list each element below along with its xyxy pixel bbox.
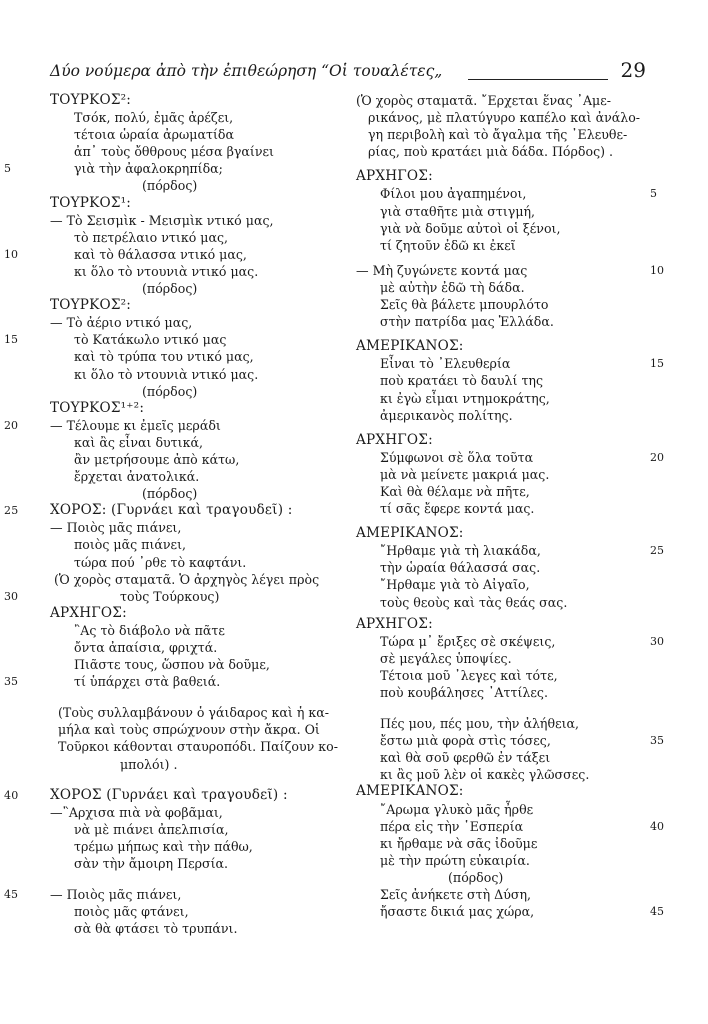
line-text: κι ὅλο τὸ ντουνιὰ ντικό μας.	[74, 263, 259, 279]
line-text: ὄντα ἀπαίσια, φριχτά.	[74, 640, 218, 655]
line-text: ΑΡΧΗΓΟΣ:	[356, 615, 433, 632]
verse-line	[4, 886, 340, 903]
verse-line	[50, 639, 340, 656]
verse-line	[356, 203, 652, 220]
verse-line	[356, 449, 664, 466]
speaker-line	[356, 783, 652, 800]
line-text: ποιὸς μᾶς φτάνει,	[74, 904, 189, 920]
line-text: μὲ αὐτὴν ἐδῶ τὴ δάδα.	[380, 279, 525, 295]
line-text: καὶ τὸ τρύπα του ντικό μας,	[74, 349, 254, 365]
line-text: — Τέλουμε κι ἐμεῖς μεράδι	[50, 417, 221, 433]
verse-line	[356, 313, 652, 330]
line-number: 15	[650, 357, 664, 371]
line-text: Εἶναι τὸ ᾽Ελευθερία	[380, 356, 511, 372]
line-text: — Μὴ ζυγώνετε κοντά μας	[356, 262, 528, 278]
line-text: ΑΜΕΡΙΚΑΝΟΣ:	[356, 525, 464, 542]
verse-line	[50, 838, 340, 855]
line-text: Σύμφωνοι σὲ ὅλα τοῦτα	[380, 449, 534, 465]
verse-line	[356, 220, 652, 237]
verse-line	[356, 407, 652, 424]
line-text: μὲ τὴν πρώτη εὐκαιρία.	[380, 852, 530, 868]
verse-line	[50, 804, 340, 821]
line-text: ἔστω μιὰ φορὰ στὶς τόσες,	[380, 733, 551, 749]
line-text: ποὺ κουβάλησες ᾽Αττίλες.	[380, 685, 548, 700]
line-text: (πόρδος)	[142, 178, 198, 194]
line-number: 5	[4, 162, 11, 176]
right-column	[356, 92, 664, 920]
verse-line	[356, 684, 652, 701]
verse-line	[4, 673, 340, 690]
line-text: ΑΡΧΗΓΟΣ:	[356, 431, 433, 448]
speaker-line	[50, 605, 340, 622]
line-number: 40	[4, 788, 19, 802]
line-text: πέρα εἰς τὴν ῾Εσπερία	[380, 818, 524, 834]
speaker-line	[356, 432, 652, 449]
line-text: Σεῖς θὰ βάλετε μπουρλότο	[380, 297, 549, 313]
line-text: — Τὸ Σεισμὶκ - Μεισμὶκ ντικό μας,	[50, 212, 274, 228]
verse-line	[50, 519, 340, 536]
verse-line	[50, 451, 340, 468]
line-text: ποὺ κρατάει τὸ δαυλί της	[380, 373, 544, 389]
speaker-line	[356, 525, 652, 542]
verse-line	[356, 237, 652, 254]
verse-line	[356, 279, 652, 296]
verse-line	[356, 852, 652, 869]
verse-line	[356, 818, 664, 835]
verse-line	[50, 468, 340, 485]
line-text: τώρα πού ᾽ρθε τὸ καφτάνι.	[74, 554, 247, 570]
line-text: τὸ Κατάκωλο ντικό μας	[74, 332, 227, 348]
verse-line	[356, 542, 664, 559]
line-text: μὰ νὰ μείνετε μακριά μας.	[380, 466, 550, 482]
line-text: τί ὑπάρχει στὰ βαθειά.	[74, 674, 221, 690]
speaker-line	[50, 92, 340, 109]
verse-line	[50, 821, 340, 838]
line-text: Φίλοι μου ἀγαπημένοι,	[380, 186, 527, 202]
verse-line	[356, 801, 652, 818]
line-text: κι ἐγὼ εἶμαι ντημοκράτης,	[380, 390, 550, 406]
line-text: ΑΜΕΡΙΚΑΝΟΣ:	[356, 783, 464, 800]
line-text: γιὰ τὴν ἀφαλοκρηπίδα;	[74, 161, 223, 177]
line-text: — Ποιὸς μᾶς πιάνει,	[50, 520, 182, 536]
line-number: 25	[4, 504, 19, 518]
line-text: ποιὸς μᾶς πιάνει,	[74, 537, 187, 553]
line-number: 15	[4, 333, 18, 347]
line-number: 20	[4, 418, 18, 432]
verse-line	[356, 650, 652, 667]
verse-line	[356, 185, 657, 202]
page-number: 29	[620, 58, 646, 82]
verse-line	[50, 571, 340, 588]
line-text: τὸ πετρέλαιο ντικό μας,	[74, 229, 229, 245]
line-text: γη περιβολὴ καὶ τὸ ἄγαλμα τῆς ᾽Ελευθε-	[368, 127, 628, 143]
verse-line	[356, 109, 652, 126]
speaker-line	[50, 400, 340, 417]
left-column	[4, 92, 340, 937]
verse-line	[50, 704, 340, 721]
line-text: ΑΡΧΗΓΟΣ:	[50, 604, 127, 621]
header-rule	[468, 79, 608, 80]
verse-line	[4, 160, 340, 177]
verse-line	[356, 886, 652, 903]
line-text: μπολόι) .	[120, 756, 178, 772]
verse-line	[50, 920, 340, 937]
verse-line	[50, 212, 340, 229]
line-number: 30	[650, 634, 664, 648]
line-text: τὴν ὡραία θάλασσά σας.	[380, 560, 541, 576]
line-text: ρικάνος, μὲ πλατύγυρο καπέλο καὶ ἀνάλο-	[368, 110, 641, 126]
verse-line	[356, 715, 652, 732]
verse-line	[356, 92, 652, 109]
verse-line	[50, 855, 340, 872]
line-text: νὰ μὲ πιάνει ἀπελπισία,	[74, 821, 229, 837]
line-text: γιὰ νὰ δοῦμε αὐτοὶ οἱ ξένοι,	[380, 220, 561, 236]
verse-line	[356, 372, 652, 389]
verse-line	[50, 903, 340, 920]
line-text: Τώρα μ᾽ ἔριξες σὲ σκέψεις,	[380, 633, 556, 649]
verse-line	[356, 594, 652, 611]
line-text: ΤΟΥΡΚΟΣ¹⁺²:	[50, 399, 145, 416]
line-text: ῎Ηρθαμε γιὰ τὴ λιακάδα,	[380, 543, 541, 559]
verse-line	[50, 536, 340, 553]
line-text: τί σᾶς ἔφερε κοντά μας.	[380, 501, 535, 517]
speaker-line	[356, 338, 652, 355]
line-number: 10	[4, 247, 18, 261]
verse-line	[356, 390, 652, 407]
line-number: 20	[650, 450, 664, 464]
verse-line	[356, 355, 664, 372]
line-text: τοὺς Τούρκους)	[120, 588, 220, 604]
line-text: Πές μου, πές μου, τὴν ἀλήθεια,	[380, 716, 580, 732]
line-text: Καὶ θὰ θέλαμε νὰ πῆτε,	[380, 483, 530, 499]
line-text: ῍Ας τὸ διάβολο νὰ πᾶτε	[74, 622, 225, 638]
line-text: ἤσαστε δικιά μας χώρα,	[380, 904, 535, 920]
line-number: 45	[4, 888, 18, 902]
line-text: τρέμω μήπως καὶ τὴν πάθω,	[74, 838, 253, 854]
verse-line	[356, 835, 652, 852]
verse-line	[356, 466, 652, 483]
verse-line	[356, 749, 652, 766]
verse-line	[356, 483, 652, 500]
verse-line	[50, 109, 340, 126]
line-text: γιὰ σταθῆτε μιὰ στιγμή,	[380, 203, 536, 219]
line-text: (πόρδος)	[142, 383, 198, 399]
page-header	[50, 56, 646, 82]
verse-line	[50, 263, 340, 280]
verse-line	[50, 721, 340, 738]
line-text: (Ὁ χορὸς σταματᾶ. Ὁ ἀρχηγὸς λέγει πρὸς	[54, 571, 320, 587]
speaker-line	[50, 195, 340, 212]
line-number: 5	[650, 187, 657, 201]
line-text: κι ἂς μοῦ λὲν οἱ κακὲς γλῶσσες.	[380, 767, 590, 783]
speaker-line	[356, 168, 652, 185]
line-text: (πόρδος)	[448, 869, 504, 885]
line-number: 45	[650, 905, 664, 919]
line-text: Τοῦρκοι κάθονται σταυροπόδι. Παίζουν κο-	[58, 739, 338, 755]
verse-line	[356, 766, 652, 783]
line-text: μήλα καὶ τοὺς σπρώχνουν στὴν ἄκρα. Οἱ	[58, 722, 320, 738]
verse-line	[50, 280, 340, 297]
line-text: ῎Αρωμα γλυκὸ μᾶς ἦρθε	[380, 801, 534, 817]
line-text: σὰ θὰ φτάσει τὸ τρυπάνι.	[74, 921, 238, 937]
line-text: τί ζητοῦν ἐδῶ κι ἐκεῖ	[380, 237, 516, 253]
line-text: καὶ θὰ σοῦ φερθῶ ἐν τάξει	[380, 750, 551, 766]
line-text: κι ὅλο τὸ ντουνιὰ ντικό μας.	[74, 366, 259, 382]
line-text: ΤΟΥΡΚΟΣ²:	[50, 92, 132, 108]
verse-line	[356, 500, 652, 517]
verse-line	[356, 262, 664, 279]
verse-line	[50, 656, 340, 673]
line-text: ῎Ηρθαμε γιὰ τὸ Αἰγαῖο,	[380, 577, 530, 593]
verse-line	[356, 903, 664, 920]
verse-line	[50, 485, 340, 502]
line-text: ρίας, ποὺ κρατάει μιὰ δάδα. Πόρδος) .	[368, 144, 614, 160]
verse-line	[50, 229, 340, 246]
verse-line	[356, 732, 664, 749]
verse-line	[356, 576, 652, 593]
verse-line	[50, 126, 340, 143]
verse-line	[50, 756, 340, 773]
verse-line	[356, 633, 664, 650]
verse-line	[356, 296, 652, 313]
line-text: τοὺς θεοὺς καὶ τὰς θεάς σας.	[380, 594, 568, 610]
line-text: ΤΟΥΡΚΟΣ¹:	[50, 194, 132, 211]
line-text: (Τοὺς συλλαμβάνουν ὁ γάιδαρος καὶ ἡ κα-	[58, 705, 330, 721]
line-text: ἀμερικανὸς πολίτης.	[380, 407, 513, 423]
line-text: — Ποιὸς μᾶς πιάνει,	[50, 887, 182, 903]
verse-line	[356, 667, 652, 684]
line-number: 35	[650, 734, 664, 748]
line-text: σὰν τὴν ἄμοιρη Περσία.	[74, 856, 229, 872]
line-text: (Ὁ χορὸς σταματᾶ. ῎Ερχεται ἕνας ᾽Αμε-	[356, 93, 612, 108]
line-text: καὶ τὸ θάλασσα ντικό μας,	[74, 246, 247, 262]
line-text: σὲ μεγάλες ὑποψίες.	[380, 650, 512, 666]
line-text: ἀπ᾽ τοὺς ὄθθρους μέσα βγαίνει	[74, 144, 274, 160]
line-text: ΤΟΥΡΚΟΣ²:	[50, 297, 132, 314]
verse-line	[4, 331, 340, 348]
line-text: κι ἤρθαμε νὰ σᾶς ἰδοῦμε	[380, 835, 538, 851]
line-number: 10	[650, 263, 664, 277]
line-text: (πόρδος)	[142, 486, 198, 502]
verse-line	[50, 143, 340, 160]
verse-line	[50, 383, 340, 400]
speaker-line	[50, 297, 340, 314]
line-number: 25	[650, 544, 664, 558]
line-text: ΧΟΡΟΣ: (Γυρνάει καὶ τραγουδεῖ) :	[50, 502, 293, 519]
verse-line	[50, 738, 340, 755]
verse-line	[4, 246, 340, 263]
line-text: ΧΟΡΟΣ (Γυρνάει καὶ τραγουδεῖ) :	[50, 786, 288, 803]
line-text: Τέτοια μοῦ ᾽λεγες καὶ τότε,	[380, 667, 558, 683]
running-title: Δύο νούμερα ἀπὸ τὴν ἐπιθεώρηση “Οἱ τουαλέτες„	[50, 62, 443, 80]
verse-line	[356, 559, 652, 576]
line-number: 30	[4, 589, 18, 603]
verse-line	[50, 622, 340, 639]
verse-line	[356, 143, 652, 160]
line-text: Τσόκ, πολύ, ἐμᾶς ἀρέζει,	[74, 110, 234, 126]
verse-line	[50, 314, 340, 331]
speaker-line	[4, 786, 340, 804]
verse-line	[50, 554, 340, 571]
verse-line	[50, 177, 340, 194]
verse-line	[50, 366, 340, 383]
verse-line	[50, 434, 340, 451]
line-text: (πόρδος)	[142, 281, 198, 297]
line-text: ΑΡΧΗΓΟΣ:	[356, 168, 433, 185]
verse-line	[356, 126, 652, 143]
speaker-line	[356, 616, 652, 633]
line-number: 40	[650, 819, 664, 833]
line-text: — Τὸ ἀέριο ντικό μας,	[50, 315, 193, 331]
speaker-line	[4, 502, 340, 519]
verse-line	[50, 348, 340, 365]
line-text: ΑΜΕΡΙΚΑΝΟΣ:	[356, 338, 464, 355]
line-number: 35	[4, 675, 18, 689]
line-text: —῍Αρχισα πιὰ νὰ φοβᾶμαι,	[50, 804, 223, 820]
line-text: στὴν πατρίδα μας Ἑλλάδα.	[380, 314, 554, 330]
line-text: ἂν μετρήσουμε ἀπὸ κάτω,	[74, 451, 240, 467]
line-text: καὶ ἂς εἶναι δυτικά,	[74, 434, 203, 450]
verse-line	[356, 869, 652, 886]
verse-line	[4, 417, 340, 434]
line-text: Σεῖς ἀνήκετε στὴ Δύση,	[380, 887, 532, 903]
verse-line	[4, 588, 340, 605]
line-text: τέτοια ὡραία ἀρωματίδα	[74, 127, 234, 143]
line-text: ἔρχεται ἀνατολικά.	[74, 469, 200, 485]
line-text: Πιᾶστε τους, ὥσπου νὰ δοῦμε,	[74, 657, 270, 673]
